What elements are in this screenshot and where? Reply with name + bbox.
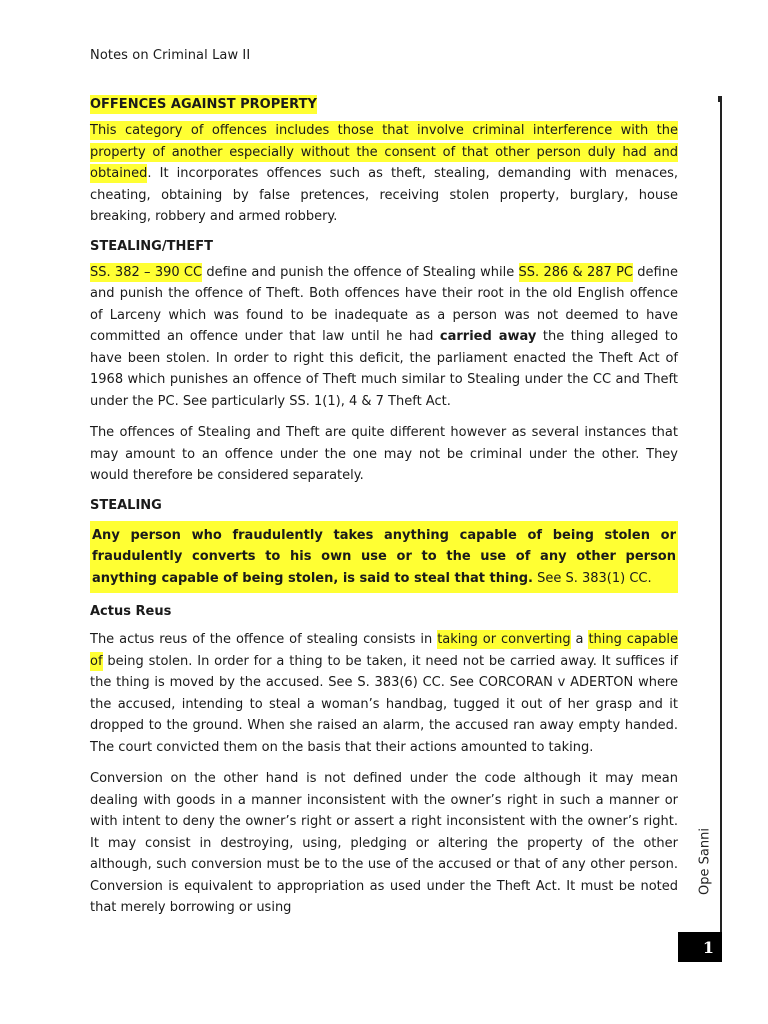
highlighted-text: taking or converting <box>437 632 571 647</box>
page-number: 1 <box>678 932 722 962</box>
margin-rule <box>720 98 722 932</box>
definition-reference: See S. 383(1) CC. <box>532 570 652 586</box>
body-text: . It incorporates offences such as theft, stealing, demanding with menaces, cheating, obtaining by false pretences, receiving stolen property, burglary, house breaking, robbery and armed robbery. <box>90 166 678 224</box>
paragraph-stealing-theft <box>90 262 678 413</box>
body-text: a <box>570 632 589 647</box>
page-header: Notes on Criminal Law II <box>90 48 251 63</box>
highlighted-text: This category of offences includes those that involve criminal interference with the property of another especially without the consent of that other person duly had and obtained <box>90 123 678 181</box>
section-heading-stealing-theft: STEALING/THEFT <box>90 238 213 254</box>
section-heading-offences <box>90 96 678 114</box>
definition-text: Any person who fraudulently takes anything capable of being stolen or fraudulently converts to his own use or to the use of any other person anything capable of being stolen, is said to steal that thing. <box>92 527 676 586</box>
body-text: define and punish the offence of Stealing while <box>202 264 519 280</box>
heading-text: OFFENCES AGAINST PROPERTY <box>90 97 317 112</box>
paragraph-actus-reus <box>90 629 678 758</box>
paragraph-conversion: Conversion on the other hand is not defined under the code although it may mean dealing with goods in a manner inconsistent with the owner’s right in such a manner or with intent to deny the owner’s right or assert a right inconsistent with the owner’s right. It may consist in destroying, using, pledging or altering the property of the other although, such conversion must be to the use of the accused or that of any other person. Conversion is equivalent to appropriation as used under the Theft Act. It must be noted that merely borrowing or using <box>90 771 678 915</box>
body-text: the thing alleged to have been stolen. In order to right this deficit, the parliament enacted the Theft Act of 1968 which punishes an offence of Theft much similar to Stealing under the CC and Theft under the PC. See particularly SS. 1(1), 4 & 7 Theft Act. <box>90 329 678 409</box>
author-name: Ope Sanni <box>697 828 713 895</box>
body-text: The actus reus of the offence of stealing consists in <box>90 632 438 647</box>
document-body <box>90 94 678 929</box>
highlighted-ref-cc: SS. 382 – 390 CC <box>90 264 203 280</box>
body-text: being stolen. In order for a thing to be taken, it need not be carried away. It suffices if the thing is moved by the accused. See S. 383(6) CC. See CORCORAN v ADERTON where the accused, intending to steal a woman’s handbag, tugged it out of her grasp and it dropped to the ground. When she raised an alarm, the accused ran away empty handed. The court convicted them on the basis that their actions amounted to taking. <box>90 653 678 755</box>
paragraph-offences-intro <box>90 120 678 228</box>
subheading-actus-reus: Actus Reus <box>90 604 172 619</box>
paragraph-difference: The offences of Stealing and Theft are quite different however as several instances that may amount to an offence under the one may not be criminal under the other. They would therefore be considered separately. <box>90 425 678 483</box>
definition-block <box>90 521 678 594</box>
highlighted-text: thing capable of <box>90 632 678 669</box>
highlighted-ref-pc: SS. 286 & 287 PC <box>518 264 634 280</box>
bold-text: carried away <box>439 329 537 344</box>
body-text: define and punish the offence of Theft. Both offences have their root in the old English offence of Larceny which was found to be inadequate as a person was not deemed to have committed an offence under that law until he had <box>90 264 678 344</box>
section-heading-stealing: STEALING <box>90 497 162 513</box>
